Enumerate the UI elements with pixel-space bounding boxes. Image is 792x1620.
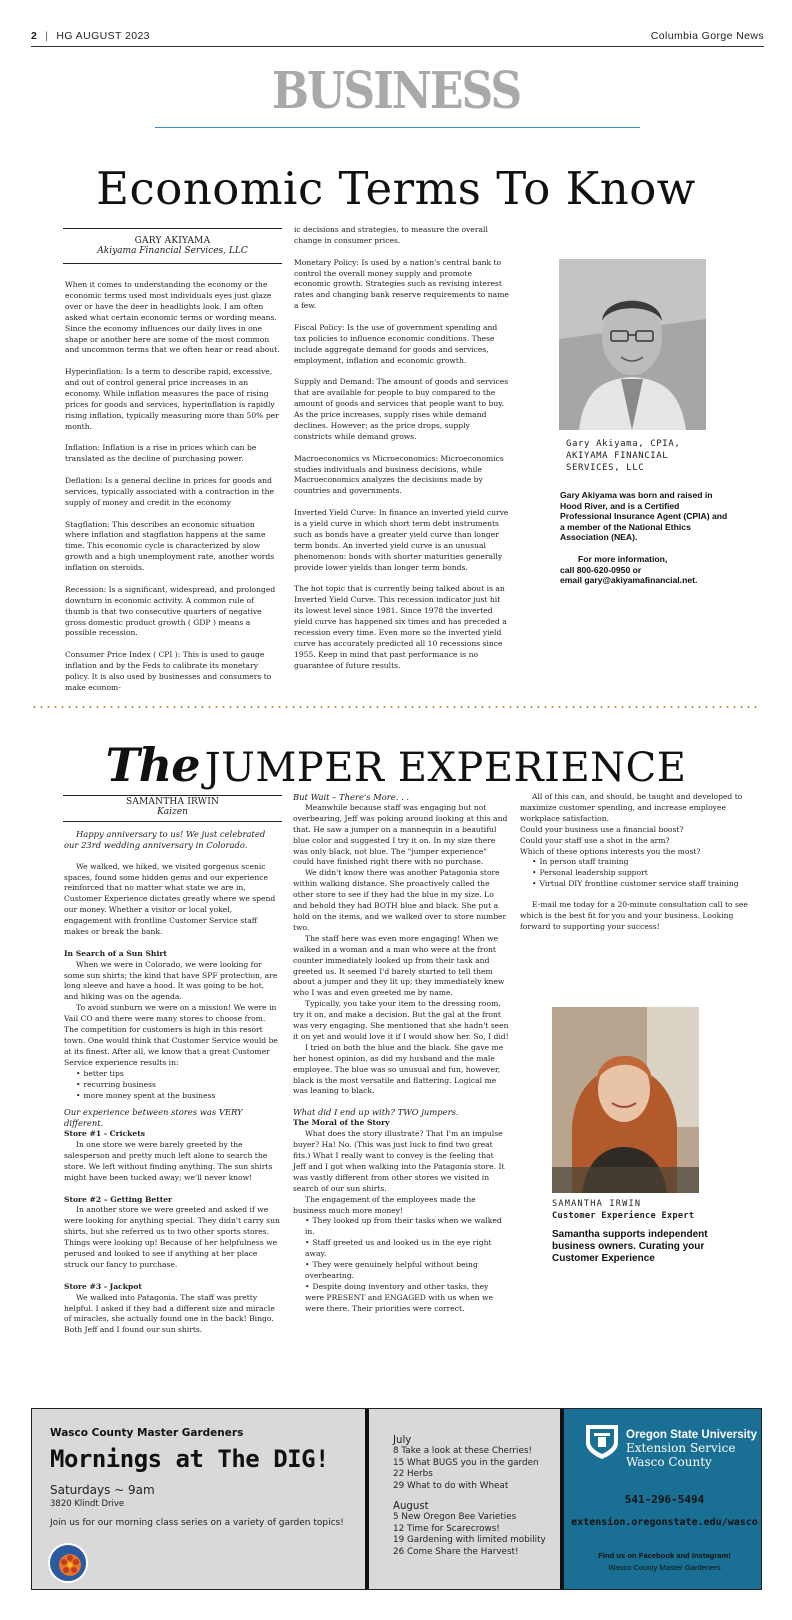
osu-social: Find us on Facebook and Instagram! [598, 1551, 731, 1560]
schedule-item: 15 What BUGS you in the garden [393, 1457, 539, 1468]
gary-photo-caption [566, 438, 680, 474]
paragraph: We walked, we hiked, we visited gorgeous scenic spaces, found some hidden gems and our experience reinforced that no matter what state we are in, Customer Experience dictates greatly where we spend our money. Whether a visitor or local yokel, engagement with frontline Customer Service staff makes or break the bank. [64, 861, 276, 937]
subhead [64, 949, 280, 960]
issue-label: HG AUGUST 2023 [56, 30, 150, 42]
gary-contact [560, 554, 732, 586]
list-item: • They looked up from their tasks when we walked in. [305, 1216, 509, 1238]
bullet-list [293, 1216, 509, 1314]
month-label: August [393, 1501, 429, 1512]
paragraph: ic decisions and strategies, to measure the overall change in consumer prices. [294, 225, 488, 245]
osu-logo-icon [584, 1421, 620, 1461]
list-item: • recurring business [76, 1080, 280, 1091]
paragraph: When we were in Colorado, we were looking for some sun shirts; the kind that have SPF protection, are long sleeve and have a hood. It was going to be hot, and hiking was on the agenda. [64, 959, 278, 1002]
but-wait: But Wait – There's More. . . [293, 792, 410, 802]
subhead-text: Store #3 - Jackpot [64, 1281, 142, 1291]
question: Could your staff use a shot in the arm? [520, 835, 670, 845]
paragraph: The hot topic that is currently being talked about is an Inverted Yield Curve. This recession indicator just hit its lowest level since 1981. Since 1978 the inverted yield curve has happened six times and has preceded a recession every time. Even more so the inverted yield curve has accurately predicted all 10 recessions since 1955. Keep in mind that past performance is no guarantee of future results. [294, 584, 507, 670]
ad-headline: Mornings at The DIG! [50, 1445, 329, 1473]
schedule-item: 8 Take a look at these Cherries! [393, 1446, 533, 1457]
samantha-photo-caption: SAMANTHA IRWIN [552, 1199, 642, 1209]
subhead [64, 1282, 280, 1293]
paragraph: To avoid sunburn we were on a mission! We were in Vail CO and there were many stores to choose from. The competition for customers is high in this resort town. One would think that Customer Service would be at its finest. After all, we know that a great Customer Service experience results in: [64, 1003, 278, 1067]
paragraph: All of this can, and should, be taught and developed to maximize customer spending, and increase employee workplace satisfaction. [520, 792, 743, 823]
contact-phone: call 800-620-0950 or [560, 564, 642, 575]
byline-rule-bottom [63, 821, 282, 822]
paragraph: Deflation: Is a general decline in prices for goods and services, typically associated with a contraction in the supply of money and credit in the economy [65, 475, 275, 507]
article2-title [0, 738, 792, 792]
schedule-item: 19 Gardening with limited mobility [393, 1535, 546, 1546]
list-item: • Virtual DIY frontline customer service staff training [532, 879, 758, 890]
schedule-item: 26 Come Share the Harvest! [393, 1546, 519, 1557]
paragraph: Inflation: Inflation is a rise in prices which can be translated as the decline of purchasing power. [65, 443, 257, 464]
ad-join: Join us for our morning class series on a variety of garden topics! [50, 1518, 344, 1528]
subhead-text: In Search of a Sun Shirt [64, 948, 167, 958]
article2-column-1 [64, 829, 280, 1347]
list-item: • Personal leadership support [532, 868, 758, 879]
subhead [64, 1129, 280, 1140]
paragraph: Typically, you take your item to the dressing room, try it on, and make a decision. But the gal at the front was very engaging. She mentioned that she hadn't seen it on yet and would love it if I would show her. So, I did! [293, 999, 509, 1041]
july-schedule [393, 1435, 539, 1492]
question: Which of these options interests you the most? [520, 846, 701, 856]
author-photo-gary [559, 259, 706, 430]
subhead-text: Store #1 - Crickets [64, 1129, 146, 1139]
osu-extension: Extension Service [626, 1441, 736, 1455]
page-number: 2 [31, 30, 38, 42]
article2-column-2 [293, 792, 509, 1315]
dotted-divider [31, 706, 761, 708]
article1-company: Akiyama Financial Services, LLC [97, 246, 248, 256]
header-rule [31, 46, 764, 47]
list-item: • Staff greeted us and looked us in the eye right away. [305, 1238, 509, 1260]
gary-bio: Gary Akiyama was born and raised in Hood River, and is a Certified Professional Insurance Agent (CPIA) and a member of the National Ethics Association (NEA). [560, 490, 728, 543]
paragraph: Supply and Demand: The amount of goods and services that are available for people to buy compared to the amount of goods and services that people want to buy. As the price increases, supply rises while demand declines. However; as the price drops, supply constricts while demand grows. [294, 377, 509, 441]
contact-email: email gary@akiyamafinancial.net. [560, 575, 698, 586]
ad-org: Wasco County Master Gardeners [50, 1427, 244, 1439]
list-item: • In person staff training [532, 857, 758, 868]
paragraph: The engagement of the employees made the business much more money! [293, 1194, 476, 1215]
subhead [293, 1118, 509, 1129]
paragraph: I tried on both the blue and the black. She gave me her honest opinion, as did my husband and the male employee. The blue was so unusual and fun, however, black is the most versatile and flattering. Logical me was leaning to black. [293, 1042, 504, 1096]
osu-name-block [626, 1429, 757, 1469]
osu-panel [560, 1409, 761, 1589]
caption-line: SERVICES, LLC [566, 463, 645, 473]
osu-university: Oregon State University [626, 1429, 758, 1441]
paragraph: Monetary Policy: Is used by a nation's central bank to control the overall money supply and promote economic growth. Strategies such as revising interest rates and changing bank reserve requirements to name a few. [294, 257, 509, 311]
osu-master-gardeners: Wasco County Master Gardeners [608, 1563, 721, 1572]
schedule-item: 12 Time for Scarecrows! [393, 1523, 500, 1534]
byline-rule-bottom [63, 263, 282, 264]
schedule-item: 29 What to do with Wheat [393, 1480, 509, 1491]
end-up: What did I end up with? TWO jumpers. [293, 1107, 459, 1118]
paragraph: Stagflation: This describes an economic situation where inflation and stagflation happens at the same time. This economic cycle is characterized by slow growth and a high unemployment rate, another words inflation on steroids. [65, 519, 275, 573]
intro: Happy anniversary to us! We just celebrated our 23rd wedding anniversary in Colorado. [64, 829, 266, 850]
byline-rule-top [63, 795, 282, 796]
bullet-list [64, 1069, 280, 1102]
article1-column-2 [294, 225, 509, 682]
samantha-photo-title: Customer Experience Expert [552, 1211, 695, 1221]
paragraph: We walked into Patagonia. The staff was pretty helpful. I asked if they had a different size and miracle of miracles, she actually found one in the back! Bingo. Both Jeff and I found our sun shirts. [64, 1292, 275, 1335]
list-item: • better tips [76, 1069, 280, 1080]
osu-url-link[interactable]: extension.oregonstate.edu/wasco [571, 1517, 758, 1528]
portrait-illustration [559, 259, 706, 430]
august-schedule [393, 1501, 546, 1558]
author-photo-samantha [552, 1007, 699, 1193]
osu-phone[interactable]: 541-296-5494 [624, 1493, 705, 1506]
paragraph: In another store we were greeted and asked if we were looking for anything special. They didn't carry sun shirts, but she referred us to two other sports stores. Things were looking up! Because of her helpfulness we perused and looked to see if anything at her place struck our fancy to purchase. [64, 1205, 280, 1270]
list-item: • more money spent at the business [76, 1091, 280, 1102]
title-the: The [105, 738, 200, 792]
osu-county: Wasco County [626, 1455, 712, 1469]
article2-company: Kaizen [157, 807, 188, 817]
paragraph: When it comes to understanding the economy or the economic terms used most individuals eyes just glaze over or have the deer in headlights look. I am often asked what certain economic terms or wording means. Since the economy influences our daily lives in one shape or another here are some of the most common and uncommon terms that we often hear or read about. [65, 280, 280, 355]
ad-left-panel [32, 1409, 365, 1589]
byline-rule-top [63, 228, 282, 229]
month-label: July [393, 1435, 412, 1446]
paragraph: The staff here was even more engaging! When we walked in a woman and a man who were at the front counter immediately looked up from their task and greeted us. It seemed I'd barely started to tell them about a jumper and they lit up; they immediately knew who I was and even greeted me by name. [293, 933, 505, 998]
list-item: • Despite doing inventory and other tasks, they were PRESENT and ENGAGED with us when we were there. Their priorities were correct. [305, 1282, 509, 1315]
ad-schedule-panel [365, 1409, 560, 1589]
portrait-illustration [552, 1007, 699, 1193]
schedule-item: 22 Herbs [393, 1469, 433, 1480]
paragraph: Inverted Yield Curve: In finance an inverted yield curve is a yield curve in which short term debt instruments such as bonds have a greater yield curve than longer term bonds. An inverted yield curve is an unusual phenomenon: bonds with shorter maturities generally provide lower yields than longer term bonds. [294, 508, 509, 572]
article1-author: GARY AKIYAMA [134, 236, 211, 246]
page-header [31, 30, 764, 46]
article1-byline [63, 236, 282, 256]
header-separator: | [45, 30, 49, 42]
caption-line: Gary Akiyama, CPIA, [566, 439, 681, 449]
section-title: BUSINESS [271, 62, 521, 121]
section-rule [155, 127, 640, 128]
bullet-list [520, 857, 758, 890]
master-gardener-seal-icon [48, 1543, 88, 1583]
contact-lead: For more information, [578, 554, 668, 564]
list-item: • They were genuinely helpful without being overbearing. [305, 1260, 509, 1282]
article2-author: SAMANTHA IRWIN [125, 797, 220, 807]
osu-shield [584, 1421, 620, 1461]
caption-line: AKIYAMA FINANCIAL [566, 451, 669, 461]
article1-title: Economic Terms To Know [96, 162, 696, 215]
subhead-text: Store #2 – Getting Better [64, 1194, 173, 1204]
paragraph: In one store we were barely greeted by the salesperson and pretty much left alone to search the store. We left without finding anything. The sun shirts might have been tucked away; we'll never know! [64, 1140, 273, 1182]
paragraph: E-mail me today for a 20-minute consultation call to see which is the best fit for you and your business. Looking forward to supporting your success! [520, 900, 748, 931]
schedule-item: 5 New Oregon Bee Varieties [393, 1512, 517, 1523]
article1-column-1 [65, 280, 280, 705]
ad-when: Saturdays ~ 9am [50, 1483, 155, 1497]
subhead-text: The Moral of the Story [293, 1118, 390, 1128]
article2-column-3 [520, 792, 758, 933]
ad-address: 3820 Klindt Drive [50, 1499, 125, 1509]
article2-byline [63, 797, 282, 817]
paragraph: Consumer Price Index ( CPI ): This is used to gauge inflation and by the Feds to calibrate its monetary policy. It is also used by businesses and consumers to make econom- [65, 650, 272, 692]
publication-name: Columbia Gorge News [650, 30, 764, 42]
samantha-bio: Samantha supports independent business owners. Curating your Customer Experience [552, 1229, 708, 1264]
paragraph: Recession: Is a significant, widespread, and prolonged downturn in economic activity. A common rule of thumb is that two consecutive quarters of negative gross domestic product growth ( GDP ) means a possible recession. [65, 584, 276, 638]
subhead [64, 1195, 280, 1206]
paragraph: Meanwhile because staff was engaging but not overbearing, Jeff was poking around looking at this and that. He saw a jumper on a mannequin in a beautiful blue color and suggested I try it on. In my size there was only black, not blue. The "jumper experience" could have finished right there with no purchase. [293, 802, 508, 867]
title-rest: JUMPER EXPERIENCE [204, 745, 687, 791]
paragraph: What does the story illustrate? That I'm an impulse buyer? Ha! No. (This was just luck to find two great fits.) What I really want to convey is the feeling that Jeff and I got when walking into the Patagonia store. It was vastly different from other stores we visited in search of our sun shirts. [293, 1129, 505, 1193]
paragraph: We didn't know there was another Patagonia store within walking distance. She proactively called the other store to see if they had the blue in my size. Lo and behold they had BOTH blue and black. She put a hold on the items, and we walked over to store number two. [293, 868, 507, 932]
seal-graphic [50, 1545, 88, 1583]
diff-line: Our experience between stores was VERY different. [64, 1107, 243, 1129]
paragraph: Fiscal Policy: Is the use of government spending and tax policies to influence economic conditions. These include aggregate demand for goods and services, employment, inflation and economic growth. [294, 322, 498, 365]
paragraph: Macroeconomics vs Microeconomics: Microeconomics studies individuals and business decisions, while Macroeconomics analyzes the decisions made by countries and governments. [294, 453, 504, 496]
question: Could your business use a financial boost? [520, 824, 684, 834]
paragraph: Hyperinflation: Is a term to describe rapid, excessive, and out of control general price increases in an economy. While inflation measures the pace of rising prices for goods and services, hyperinflation is rapidly rising inflation, typically measuring more than 50% per month. [65, 367, 279, 431]
gardeners-ad [31, 1408, 762, 1590]
